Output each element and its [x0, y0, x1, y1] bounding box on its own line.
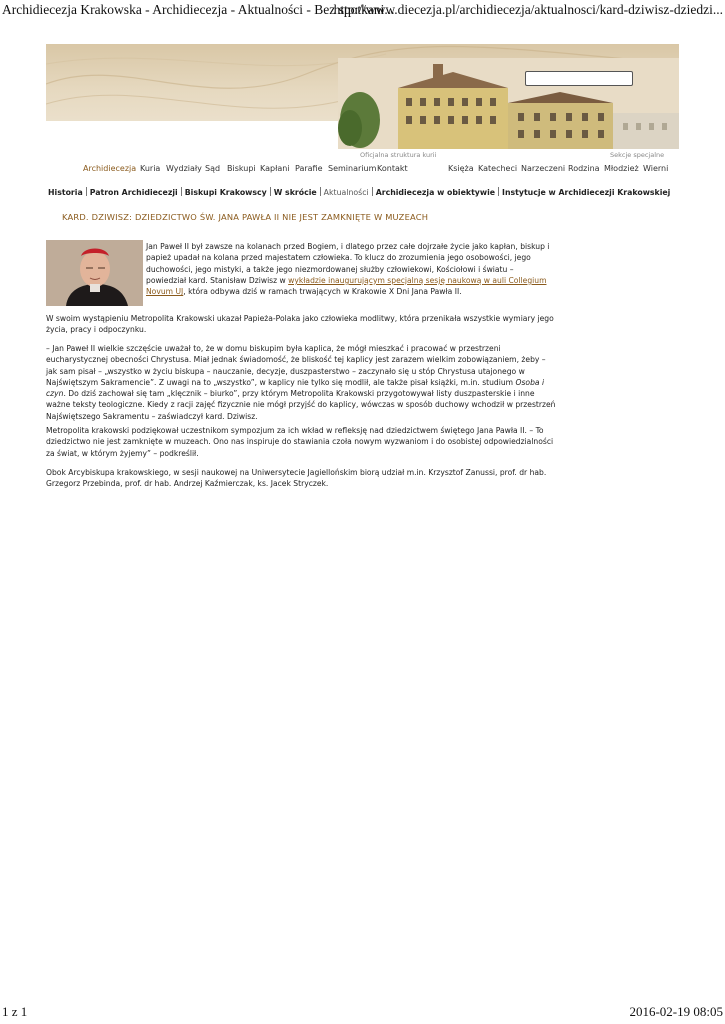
section-labels: [0, 151, 725, 161]
nav-item-narzeczeni[interactable]: Narzeczeni: [521, 164, 566, 173]
print-datetime: 2016-02-19 08:05: [629, 1004, 723, 1019]
main-nav: [0, 164, 725, 178]
nav-item-parafie[interactable]: Parafie: [295, 164, 323, 173]
article-paragraph: – Jan Paweł II wielkie szczęście uważał to, że w domu biskupim była kaplica, że mógł mieszkać i pracować w przestrzeni eucharystycznej obecności Chrystusa. Miał jednak świadomość, że bliskość tej kaplicy jest zarazem wielkim zobowiązaniem, żeby – jak sam pisał – „wszystko w życiu biskupa – nauczanie, decyzje, duszpasterstwo – zaczynało się u stóp Chrystusa utajonego w Najświętszym Sakramencie”. Z uwagi na to „wszystko”, w kaplicy nie tylko się modlił, ale także pisał książki, m.in. studium Osoba i czyn. Do dziś zachował się tam „klęcznik – biurko”, przy którym Metropolita Krakowski przygotowywał listy duszpasterskie i inne ważne teksty teologiczne. Kiedy z racji zajęć fizycznie nie mógł przyjść do kaplicy, wówczas w sposób duchowy wchodził w przestrzeń Najświętszego Sakramentu – zaświadczył kard. Dziwisz.: [46, 344, 556, 421]
nav-item-mlodziez[interactable]: Młodzież: [604, 164, 639, 173]
nav-item-kontakt[interactable]: Kontakt: [377, 164, 408, 173]
nav-item-rodzina[interactable]: Rodzina: [568, 164, 600, 173]
nav-item-wydzialy[interactable]: Wydziały: [166, 164, 202, 173]
nav-item-kaplani[interactable]: Kapłani: [260, 164, 290, 173]
print-page-url: http://www.diecezja.pl/archidiecezja/aktualnosci/kard-dziwisz-dziedzi...: [333, 2, 723, 17]
print-page-title: Archidiecezja Krakowska - Archidiecezja - Aktualności - Bez spotkani...: [2, 2, 395, 17]
section-subnav: [48, 187, 670, 199]
subnav-divider: [320, 187, 321, 196]
article-paragraph: Obok Arcybiskupa krakowskiego, w sesji naukowej na Uniwersytecie Jagiellońskim biorą udział m.in. Krzysztof Zanussi, prof. dr hab. Grzegorz Przebinda, prof. dr hab. Andrzej Kaźmierczak, ks. Jacek Stryczek.: [46, 468, 547, 489]
nav-item-ksieza[interactable]: Księża: [448, 164, 474, 173]
site-banner: [46, 44, 679, 149]
subnav-divider: [181, 187, 182, 196]
article-title: KARD. DZIWISZ: DZIEDZICTWO ŚW. JANA PAWŁA II NIE JEST ZAMKNIĘTE W MUZEACH: [62, 212, 429, 222]
subnav-item-w-skrocie[interactable]: W skrócie: [273, 188, 317, 197]
special-sections-label: Sekcje specjalne: [610, 151, 665, 159]
nav-item-sad[interactable]: Sąd: [205, 164, 221, 173]
subnav-item-instytucje[interactable]: Instytucje w Archidiecezji Krakowskiej: [502, 188, 671, 197]
article-paragraph: Metropolita krakowski podziękował uczestnikom sympozjum za ich wkład w refleksję nad dziedzictwem świętego Jana Pawła II. – To dziedzictwo nie jest zamknięte w muzeach. Ono nas inspiruje do stawiania czoła nowym wyzwaniom i do osobistej odpowiedzialności za świat, w którym żyjemy” – podkreślił.: [46, 426, 554, 458]
subnav-item-historia[interactable]: Historia: [48, 188, 83, 197]
subnav-item-biskupi-krakowscy[interactable]: Biskupi Krakowscy: [184, 188, 267, 197]
subnav-divider: [372, 187, 373, 196]
nav-item-kuria[interactable]: Kuria: [140, 164, 161, 173]
subnav-item-patron[interactable]: Patron Archidiecezji: [89, 188, 178, 197]
nav-item-wierni[interactable]: Wierni: [643, 164, 669, 173]
subnav-item-aktualnosci[interactable]: Aktualności: [323, 188, 369, 197]
subnav-item-w-obiektywie[interactable]: Archidiecezja w obiektywie: [375, 188, 496, 197]
search-input[interactable]: [525, 71, 633, 86]
print-footer: [2, 1004, 723, 1020]
nav-item-katecheci[interactable]: Katecheci: [478, 164, 518, 173]
cardinal-photo: [46, 240, 143, 306]
subnav-divider: [270, 187, 271, 196]
page-counter: 1 z 1: [2, 1004, 28, 1019]
article-intro: Jan Paweł II był zawsze na kolanach przed Bogiem, i dlatego przez całe dojrzałe życie jako kapłan, biskup i papież upadał na kolana przed majestatem człowieka. To klucz do zrozumienia jego osobowości, jego duchowości, jego mistyki, a także jego niezmordowanej służby człowiekowi, Kościołowi i światu – powiedział kard. Stanisław Dziwisz w wykładzie inaugurującym specjalną sesję naukową w auli Collegium Novum UJ, która odbywa dziś w ramach trwających w Krakowie X Dni Jana Pawła II.: [146, 242, 550, 297]
nav-item-seminarium[interactable]: Seminarium: [328, 164, 377, 173]
subnav-divider: [86, 187, 87, 196]
subnav-divider: [498, 187, 499, 196]
print-header: [2, 2, 723, 20]
article-paragraph: W swoim wystąpieniu Metropolita Krakowski ukazał Papieża-Polaka jako człowieka modlitwy, która przenikała wszystkie wymiary jego życia, pracy i odpoczynku.: [46, 314, 554, 335]
nav-item-archidiecezja[interactable]: Archidiecezja: [83, 164, 137, 173]
official-structure-label: Oficjalna struktura kurii: [360, 151, 437, 159]
lecture-link[interactable]: wykładzie inaugurującym specjalną sesję naukową w auli Collegium Novum UJ: [146, 275, 547, 297]
nav-item-biskupi[interactable]: Biskupi: [227, 164, 256, 173]
